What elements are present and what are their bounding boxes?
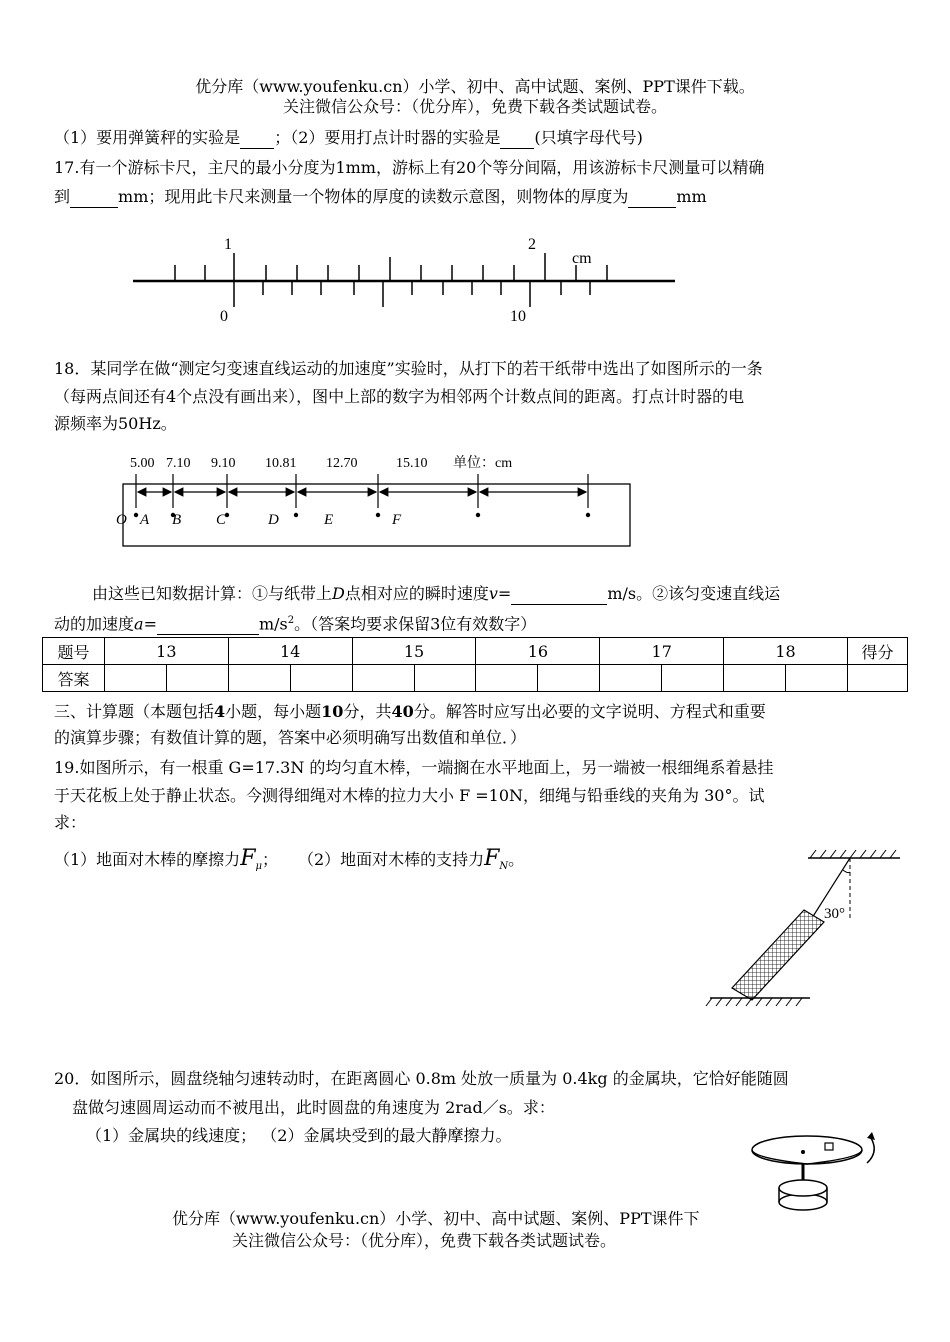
answer-cell[interactable]	[414, 665, 476, 692]
q18-line-3: 源频率为50Hz。	[54, 414, 177, 433]
rod-figure	[700, 848, 910, 1023]
section3-line-2: 的演算步骤；有数值计算的题，答案中必须明确写出数值和单位．）	[54, 728, 527, 747]
tape-point-o: O	[116, 512, 127, 528]
vernier-label-0: 0	[220, 308, 228, 325]
answer-cell[interactable]	[786, 665, 848, 692]
q16-header: 16	[476, 638, 600, 665]
row-label-answer: 答案	[43, 665, 105, 692]
answer-table	[42, 637, 908, 692]
tape-distance-1: 5.00	[130, 456, 155, 471]
tape-distance-6: 15.10	[396, 456, 428, 471]
table-row	[43, 665, 908, 692]
q20-line-1: 20．如图所示，圆盘绕轴匀速转动时，在距离圆心 0.8m 处放一质量为 0.4kg 的金属块，它恰好能随圆	[54, 1069, 789, 1088]
tape-distance-5: 12.70	[326, 456, 358, 471]
q20-subquestions: （1）金属块的线速度； （2）金属块受到的最大静摩擦力。	[86, 1126, 512, 1145]
q13-header: 13	[104, 638, 228, 665]
q19-subquestions: （1）地面对木棒的摩擦力$F_\mu$； （2）地面对木棒的支持力$F_N$。	[54, 846, 525, 873]
tape-point-d: D	[268, 512, 279, 528]
main-scale-label-2: 2	[528, 236, 536, 253]
tape-point-e: E	[324, 512, 334, 528]
footer-line-2: 关注微信公众号：（优分库），免费下载各类试题试卷。	[232, 1231, 617, 1250]
tape-point-c: C	[216, 512, 227, 528]
score-cell[interactable]	[847, 665, 907, 692]
q20-line-2: 盘做匀速圆周运动而不被甩出，此时圆盘的角速度为 2rad／s。求：	[72, 1098, 555, 1117]
q17-header: 17	[600, 638, 724, 665]
section3-line-1: 三、计算题（本题包括4小题，每小题10分，共40分。解答时应写出必要的文字说明、方程式和重要	[54, 702, 766, 721]
answer-cell[interactable]	[724, 665, 786, 692]
tape-point-f: F	[392, 512, 402, 528]
paper-tape-figure	[110, 448, 640, 553]
tape-point-a: A	[140, 512, 150, 528]
main-scale-label-1: 1	[224, 236, 232, 253]
q19-line-3: 求：	[54, 813, 87, 832]
table-row	[43, 638, 908, 665]
answer-cell[interactable]	[352, 665, 414, 692]
q18-line-2: （每两点间还有4个点没有画出来），图中上部的数字为相邻两个计数点间的距离。打点计时器的电	[54, 387, 745, 406]
answer-cell[interactable]	[228, 665, 290, 692]
answer-cell[interactable]	[662, 665, 724, 692]
score-header: 得分	[847, 638, 907, 665]
q18-calc-line-1: 由这些已知数据计算：①与纸带上D点相对应的瞬时速度v= m/s。②该匀变速直线运	[92, 584, 781, 603]
answer-cell[interactable]	[104, 665, 166, 692]
tape-distance-2: 7.10	[166, 456, 191, 471]
rotating-disk-figure	[745, 1128, 895, 1223]
q16-subquestions: （1）要用弹簧秤的实验是 ；（2）要用打点计时器的实验是 (只填字母代号)	[54, 128, 643, 147]
q18-header: 18	[724, 638, 848, 665]
vernier-label-10: 10	[510, 308, 526, 325]
q17-line-2: 到 mm；现用此卡尺来测量一个物体的厚度的读数示意图，则物体的厚度为 mm	[54, 187, 707, 206]
angle-label: 30°	[824, 906, 845, 922]
answer-cell[interactable]	[538, 665, 600, 692]
answer-cell[interactable]	[600, 665, 662, 692]
answer-cell[interactable]	[476, 665, 538, 692]
q18-calc-line-2: 动的加速度$a= m/s^2$。（答案均要求保留3位有效数字）	[54, 614, 537, 634]
q19-line-1: 19.如图所示，有一根重 G=17.3N 的均匀直木棒，一端搁在水平地面上，另一端被一根细绳系着悬挂	[54, 758, 774, 777]
answer-cell[interactable]	[166, 665, 228, 692]
q17-line-1: 17.有一个游标卡尺，主尺的最小分度为1mm，游标上有20个等分间隔，用该游标卡尺测量可以精确	[54, 158, 765, 177]
tape-distance-4: 10.81	[265, 456, 297, 471]
caliper-unit: cm	[572, 250, 592, 267]
q18-line-1: 18．某同学在做“测定匀变速直线运动的加速度”实验时，从打下的若干纸带中选出了如图所示的一条	[54, 359, 763, 378]
footer-line-1: 优分库（www.youfenku.cn）小学、初中、高中试题、案例、PPT课件下	[172, 1209, 700, 1228]
q14-header: 14	[228, 638, 352, 665]
tape-distance-3: 9.10	[211, 456, 236, 471]
q19-line-2: 于天花板上处于静止状态。今测得细绳对木棒的拉力大小 F =10N，细绳与铅垂线的夹角为 30°。试	[54, 786, 765, 805]
row-label-number: 题号	[43, 638, 105, 665]
q15-header: 15	[352, 638, 476, 665]
tape-unit: 单位：cm	[453, 456, 513, 471]
header-line-2: 关注微信公众号：（优分库），免费下载各类试题试卷。	[282, 97, 667, 116]
tape-point-b: B	[172, 512, 182, 528]
header-line-1: 优分库（www.youfenku.cn）小学、初中、高中试题、案例、PPT课件下载。	[195, 77, 755, 96]
answer-cell[interactable]	[290, 665, 352, 692]
vernier-caliper-figure	[120, 225, 700, 335]
